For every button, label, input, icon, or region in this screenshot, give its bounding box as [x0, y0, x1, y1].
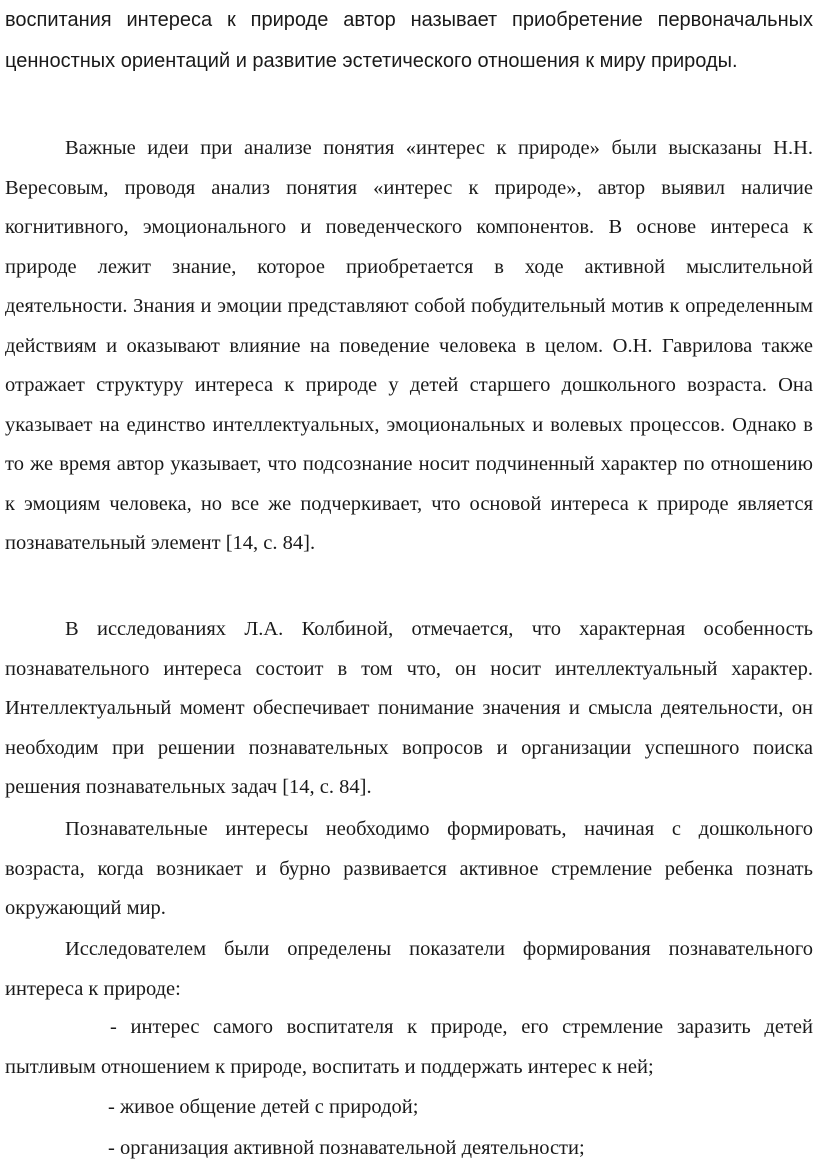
list-item: - организация активной познавательной деятельности;	[108, 1137, 585, 1159]
paragraph-continuation: воспитания интереса к природе автор называет приобретение первоначальных ценностных ориентаций и развитие эстетического отношения к миру природы.	[5, 9, 813, 72]
paragraph-indicators-intro: Исследователем были определены показатели формирования познавательного интереса к природе:	[5, 938, 813, 1000]
list-item: - живое общение детей с природой;	[108, 1096, 419, 1118]
paragraph-cognitive-interests: Познавательные интересы необходимо формировать, начиная с дошкольного возраста, когда возникает и бурно развивается активное стремление ребенка познать окружающий мир.	[5, 818, 813, 919]
paragraph-veresov-gavrilova: Важные идеи при анализе понятия «интерес к природе» были высказаны Н.Н. Вересовым, проводя анализ понятия «интерес к природе», автор выявил наличие когнитивного, эмоционального и поведенческого компонентов. В основе интереса к природе лежит знание, которое приобретается в ходе активной мыслительной деятельности. Знания и эмоции представляют собой побудительный мотив к определенным действиям и оказывают влияние на поведение человека в целом. О.Н. Гаврилова также отражает структуру интереса к природе у детей старшего дошкольного возраста. Она указывает на единство интеллектуальных, эмоциональных и волевых процессов. Однако в то же время автор указывает, что подсознание носит подчиненный характер по отношению к эмоциям человека, но все же подчеркивает, что основой интереса к природе является познавательный элемент [14, с. 84].	[5, 137, 813, 554]
list-item: - интерес самого воспитателя к природе, его стремление заразить детей пытливым отношением к природе, воспитать и поддержать интерес к ней;	[5, 1016, 813, 1078]
paragraph-kolbina: В исследованиях Л.А. Колбиной, отмечается, что характерная особенность познавательного интереса состоит в том что, он носит интеллектуальный характер. Интеллектуальный момент обеспечивает понимание значения и смысла деятельности, он необходим при решении познавательных вопросов и организации успешного поиска решения познавательных задач [14, с. 84].	[5, 618, 813, 798]
